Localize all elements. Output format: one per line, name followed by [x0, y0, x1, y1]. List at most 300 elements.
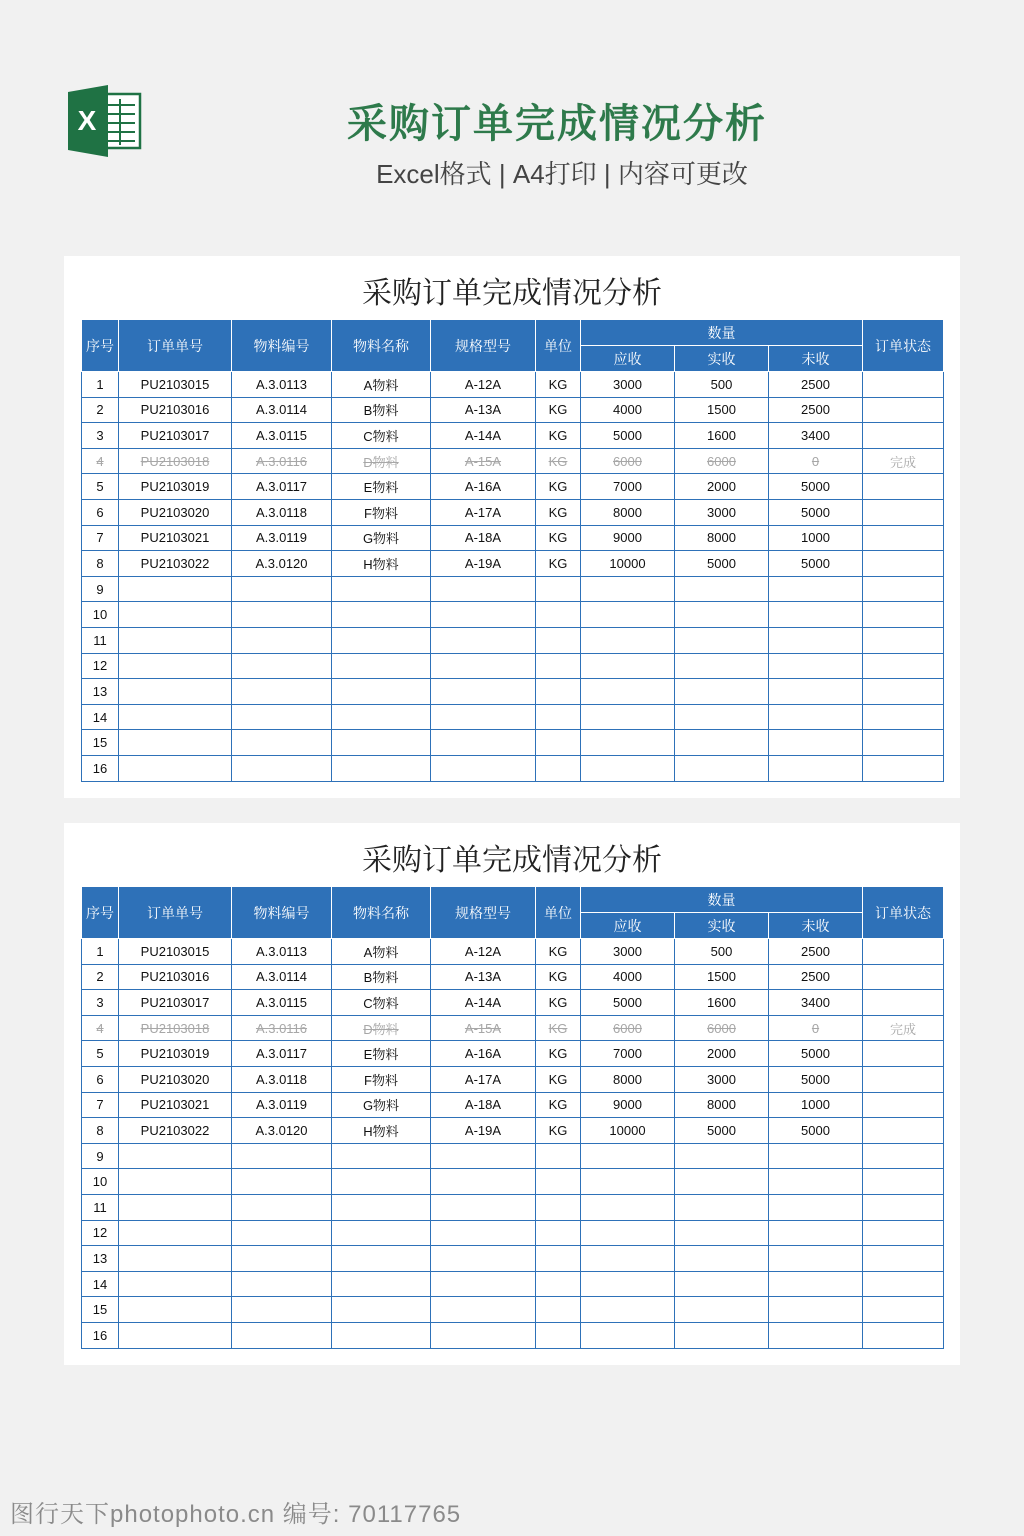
cell-due: 10000	[581, 551, 675, 577]
header-pending: 未收	[769, 913, 863, 939]
cell-unit: KG	[536, 939, 581, 965]
cell-status	[863, 1118, 944, 1144]
cell-order-no	[119, 730, 232, 756]
table-row	[82, 1220, 944, 1246]
cell-pending: 1000	[769, 1092, 863, 1118]
cell-pending	[769, 1246, 863, 1272]
cell-seq: 13	[82, 679, 119, 705]
cell-spec: A-16A	[431, 474, 536, 500]
order-table	[81, 886, 944, 1349]
cell-material-code: A.3.0116	[232, 1015, 332, 1041]
cell-material-name: H物料	[332, 1118, 431, 1144]
cell-status	[863, 653, 944, 679]
cell-pending: 5000	[769, 1041, 863, 1067]
cell-seq: 6	[82, 499, 119, 525]
cell-material-code: A.3.0114	[232, 397, 332, 423]
cell-material-code: A.3.0113	[232, 939, 332, 965]
cell-pending: 2500	[769, 397, 863, 423]
cell-received	[675, 602, 769, 628]
cell-material-code	[232, 1297, 332, 1323]
cell-received	[675, 627, 769, 653]
cell-spec	[431, 679, 536, 705]
table-row	[82, 1194, 944, 1220]
cell-spec: A-12A	[431, 372, 536, 398]
cell-unit	[536, 755, 581, 781]
cell-spec: A-17A	[431, 499, 536, 525]
cell-due	[581, 679, 675, 705]
cell-received: 8000	[675, 525, 769, 551]
cell-material-code	[232, 755, 332, 781]
cell-received	[675, 679, 769, 705]
cell-due	[581, 1169, 675, 1195]
cell-material-name	[332, 1322, 431, 1348]
cell-order-no: PU2103015	[119, 939, 232, 965]
cell-spec	[431, 576, 536, 602]
cell-spec	[431, 755, 536, 781]
header-quantity: 数量	[581, 887, 863, 913]
cell-pending: 5000	[769, 1118, 863, 1144]
cell-received	[675, 653, 769, 679]
cell-material-code	[232, 576, 332, 602]
cell-unit: KG	[536, 397, 581, 423]
cell-order-no	[119, 1194, 232, 1220]
cell-received: 6000	[675, 448, 769, 474]
table-row	[82, 576, 944, 602]
cell-material-code	[232, 1271, 332, 1297]
cell-spec: A-13A	[431, 964, 536, 990]
table-row	[82, 990, 944, 1016]
cell-seq: 8	[82, 551, 119, 577]
cell-spec	[431, 1246, 536, 1272]
cell-unit: KG	[536, 525, 581, 551]
header-spec: 规格型号	[431, 887, 536, 939]
cell-unit	[536, 1271, 581, 1297]
cell-received: 6000	[675, 1015, 769, 1041]
cell-seq: 1	[82, 939, 119, 965]
cell-material-code	[232, 1246, 332, 1272]
cell-due: 10000	[581, 1118, 675, 1144]
cell-order-no	[119, 1169, 232, 1195]
cell-due: 3000	[581, 372, 675, 398]
cell-seq: 4	[82, 448, 119, 474]
cell-seq: 5	[82, 1041, 119, 1067]
cell-material-name	[332, 1220, 431, 1246]
cell-unit	[536, 1246, 581, 1272]
table-row	[82, 1246, 944, 1272]
cell-status	[863, 1169, 944, 1195]
cell-due: 7000	[581, 474, 675, 500]
cell-spec	[431, 1220, 536, 1246]
cell-pending: 0	[769, 448, 863, 474]
cell-received	[675, 1246, 769, 1272]
cell-spec: A-17A	[431, 1066, 536, 1092]
cell-due	[581, 653, 675, 679]
cell-status	[863, 1322, 944, 1348]
cell-seq: 11	[82, 1194, 119, 1220]
cell-due: 8000	[581, 499, 675, 525]
order-table	[81, 319, 944, 782]
cell-material-name	[332, 1246, 431, 1272]
sheet-title: 采购订单完成情况分析	[362, 277, 662, 310]
cell-spec	[431, 1143, 536, 1169]
cell-seq: 2	[82, 397, 119, 423]
cell-status	[863, 1194, 944, 1220]
cell-status	[863, 423, 944, 449]
cell-spec: A-19A	[431, 1118, 536, 1144]
cell-unit	[536, 627, 581, 653]
cell-status	[863, 1066, 944, 1092]
cell-status	[863, 525, 944, 551]
header-received: 实收	[675, 346, 769, 372]
table-row	[82, 448, 944, 474]
cell-spec	[431, 730, 536, 756]
cell-due: 4000	[581, 964, 675, 990]
cell-material-name: B物料	[332, 397, 431, 423]
cell-pending	[769, 1169, 863, 1195]
cell-status	[863, 397, 944, 423]
cell-spec	[431, 704, 536, 730]
cell-material-code: A.3.0117	[232, 1041, 332, 1067]
table-row	[82, 1271, 944, 1297]
cell-status	[863, 730, 944, 756]
cell-material-name	[332, 730, 431, 756]
header-pending: 未收	[769, 346, 863, 372]
cell-material-code	[232, 704, 332, 730]
page-subtitle: Excel格式 | A4打印 | 内容可更改	[376, 159, 748, 189]
cell-material-name: C物料	[332, 990, 431, 1016]
table-row	[82, 372, 944, 398]
cell-material-code: A.3.0117	[232, 474, 332, 500]
cell-material-code	[232, 679, 332, 705]
cell-spec: A-12A	[431, 939, 536, 965]
cell-received: 3000	[675, 1066, 769, 1092]
cell-unit	[536, 602, 581, 628]
cell-material-code: A.3.0119	[232, 525, 332, 551]
cell-due	[581, 1271, 675, 1297]
cell-order-no: PU2103020	[119, 499, 232, 525]
spreadsheet-preview-2	[64, 823, 960, 1365]
cell-due	[581, 730, 675, 756]
cell-seq: 1	[82, 372, 119, 398]
header-received: 实收	[675, 913, 769, 939]
cell-unit: KG	[536, 1015, 581, 1041]
cell-due: 9000	[581, 1092, 675, 1118]
cell-seq: 12	[82, 653, 119, 679]
cell-material-name	[332, 576, 431, 602]
cell-material-name: D物料	[332, 1015, 431, 1041]
cell-spec	[431, 1169, 536, 1195]
cell-material-name: D物料	[332, 448, 431, 474]
cell-order-no	[119, 679, 232, 705]
cell-status	[863, 499, 944, 525]
cell-material-code: A.3.0113	[232, 372, 332, 398]
cell-received	[675, 576, 769, 602]
cell-pending: 3400	[769, 423, 863, 449]
cell-order-no	[119, 1143, 232, 1169]
cell-due	[581, 1297, 675, 1323]
cell-status	[863, 679, 944, 705]
cell-seq: 13	[82, 1246, 119, 1272]
cell-pending	[769, 679, 863, 705]
cell-due	[581, 704, 675, 730]
cell-received: 500	[675, 939, 769, 965]
cell-received	[675, 755, 769, 781]
table-row	[82, 602, 944, 628]
cell-material-code: A.3.0120	[232, 1118, 332, 1144]
cell-due	[581, 1194, 675, 1220]
cell-received	[675, 1297, 769, 1323]
header-due: 应收	[581, 913, 675, 939]
cell-unit: KG	[536, 1066, 581, 1092]
cell-seq: 6	[82, 1066, 119, 1092]
cell-spec	[431, 1322, 536, 1348]
cell-status	[863, 372, 944, 398]
cell-pending	[769, 627, 863, 653]
cell-status	[863, 1092, 944, 1118]
cell-material-name: B物料	[332, 964, 431, 990]
cell-due: 5000	[581, 423, 675, 449]
cell-pending	[769, 704, 863, 730]
excel-logo-letter: X	[77, 105, 97, 136]
cell-spec	[431, 1271, 536, 1297]
cell-status	[863, 964, 944, 990]
cell-unit	[536, 1143, 581, 1169]
cell-received: 5000	[675, 1118, 769, 1144]
cell-material-code: A.3.0115	[232, 423, 332, 449]
table-row	[82, 423, 944, 449]
cell-order-no: PU2103021	[119, 1092, 232, 1118]
cell-material-code: A.3.0118	[232, 1066, 332, 1092]
table-row	[82, 1118, 944, 1144]
cell-spec	[431, 1297, 536, 1323]
cell-material-name	[332, 1297, 431, 1323]
table-row	[82, 1143, 944, 1169]
watermark: 图行天下photophoto.cn 编号: 70117765	[10, 1501, 462, 1528]
cell-pending: 2500	[769, 939, 863, 965]
header-order-no: 订单单号	[119, 320, 232, 372]
cell-seq: 10	[82, 602, 119, 628]
spreadsheet-preview-1	[64, 256, 960, 798]
cell-seq: 8	[82, 1118, 119, 1144]
cell-pending: 1000	[769, 525, 863, 551]
cell-material-name: E物料	[332, 474, 431, 500]
cell-status	[863, 551, 944, 577]
table-row	[82, 679, 944, 705]
cell-seq: 14	[82, 704, 119, 730]
cell-spec: A-16A	[431, 1041, 536, 1067]
cell-received: 500	[675, 372, 769, 398]
page-title: 采购订单完成情况分析	[347, 102, 767, 146]
header-unit: 单位	[536, 887, 581, 939]
cell-material-code	[232, 627, 332, 653]
cell-material-code	[232, 653, 332, 679]
cell-material-name: F物料	[332, 499, 431, 525]
cell-unit	[536, 704, 581, 730]
cell-material-name	[332, 679, 431, 705]
cell-due: 7000	[581, 1041, 675, 1067]
cell-order-no: PU2103021	[119, 525, 232, 551]
cell-seq: 16	[82, 1322, 119, 1348]
cell-received	[675, 1143, 769, 1169]
cell-status	[863, 1297, 944, 1323]
cell-material-code: A.3.0116	[232, 448, 332, 474]
cell-material-code: A.3.0115	[232, 990, 332, 1016]
cell-pending	[769, 1271, 863, 1297]
cell-unit	[536, 653, 581, 679]
cell-pending: 3400	[769, 990, 863, 1016]
cell-status	[863, 990, 944, 1016]
cell-received: 1600	[675, 990, 769, 1016]
cell-due: 6000	[581, 448, 675, 474]
cell-spec: A-18A	[431, 1092, 536, 1118]
cell-material-name: A物料	[332, 372, 431, 398]
cell-due: 9000	[581, 525, 675, 551]
cell-status	[863, 939, 944, 965]
cell-received	[675, 730, 769, 756]
cell-status	[863, 1246, 944, 1272]
cell-due	[581, 1220, 675, 1246]
cell-unit: KG	[536, 1092, 581, 1118]
cell-unit	[536, 1169, 581, 1195]
cell-status: 完成	[863, 448, 944, 474]
table-row	[82, 704, 944, 730]
cell-order-no: PU2103017	[119, 423, 232, 449]
cell-seq: 9	[82, 576, 119, 602]
header-due: 应收	[581, 346, 675, 372]
cell-status	[863, 474, 944, 500]
header-quantity: 数量	[581, 320, 863, 346]
cell-received	[675, 1220, 769, 1246]
header-unit: 单位	[536, 320, 581, 372]
cell-due	[581, 1246, 675, 1272]
table-row	[82, 730, 944, 756]
cell-material-name	[332, 1143, 431, 1169]
cell-status	[863, 1143, 944, 1169]
cell-material-name: A物料	[332, 939, 431, 965]
cell-order-no: PU2103019	[119, 1041, 232, 1067]
cell-order-no	[119, 1271, 232, 1297]
cell-unit: KG	[536, 499, 581, 525]
cell-unit: KG	[536, 1118, 581, 1144]
cell-unit: KG	[536, 448, 581, 474]
table-row	[82, 1015, 944, 1041]
cell-status	[863, 704, 944, 730]
cell-received: 5000	[675, 551, 769, 577]
cell-received	[675, 1322, 769, 1348]
cell-order-no	[119, 755, 232, 781]
cell-material-name	[332, 627, 431, 653]
cell-seq: 15	[82, 1297, 119, 1323]
header-material-code: 物料编号	[232, 320, 332, 372]
cell-due	[581, 1143, 675, 1169]
cell-order-no	[119, 627, 232, 653]
cell-unit: KG	[536, 964, 581, 990]
cell-due	[581, 755, 675, 781]
cell-unit: KG	[536, 372, 581, 398]
header-spec: 规格型号	[431, 320, 536, 372]
cell-received: 1500	[675, 964, 769, 990]
header-material-name: 物料名称	[332, 320, 431, 372]
cell-received: 2000	[675, 474, 769, 500]
cell-unit: KG	[536, 474, 581, 500]
cell-order-no	[119, 602, 232, 628]
cell-spec: A-18A	[431, 525, 536, 551]
cell-material-code	[232, 730, 332, 756]
cell-seq: 16	[82, 755, 119, 781]
cell-pending: 5000	[769, 499, 863, 525]
cell-spec	[431, 653, 536, 679]
cell-material-code: A.3.0118	[232, 499, 332, 525]
cell-material-name: E物料	[332, 1041, 431, 1067]
cell-order-no	[119, 653, 232, 679]
cell-unit: KG	[536, 423, 581, 449]
cell-status	[863, 627, 944, 653]
cell-material-name: F物料	[332, 1066, 431, 1092]
cell-pending	[769, 1322, 863, 1348]
cell-order-no	[119, 704, 232, 730]
cell-unit	[536, 576, 581, 602]
cell-order-no	[119, 1220, 232, 1246]
cell-pending: 5000	[769, 551, 863, 577]
cell-seq: 4	[82, 1015, 119, 1041]
cell-status	[863, 1041, 944, 1067]
cell-pending	[769, 1143, 863, 1169]
cell-spec: A-14A	[431, 423, 536, 449]
cell-due	[581, 1322, 675, 1348]
cell-material-name	[332, 653, 431, 679]
cell-unit: KG	[536, 1041, 581, 1067]
cell-pending: 0	[769, 1015, 863, 1041]
cell-unit	[536, 730, 581, 756]
sheet-title: 采购订单完成情况分析	[362, 844, 662, 877]
cell-received: 1600	[675, 423, 769, 449]
cell-material-name: C物料	[332, 423, 431, 449]
cell-pending: 2500	[769, 964, 863, 990]
cell-material-name	[332, 755, 431, 781]
cell-status	[863, 1220, 944, 1246]
cell-order-no: PU2103018	[119, 448, 232, 474]
cell-spec: A-14A	[431, 990, 536, 1016]
cell-pending: 5000	[769, 1066, 863, 1092]
cell-unit: KG	[536, 551, 581, 577]
cell-due: 8000	[581, 1066, 675, 1092]
cell-order-no	[119, 1297, 232, 1323]
cell-seq: 2	[82, 964, 119, 990]
cell-order-no: PU2103020	[119, 1066, 232, 1092]
table-row	[82, 1297, 944, 1323]
cell-pending: 5000	[769, 474, 863, 500]
table-row	[82, 474, 944, 500]
cell-seq: 7	[82, 1092, 119, 1118]
cell-status: 完成	[863, 1015, 944, 1041]
cell-order-no	[119, 1246, 232, 1272]
table-row	[82, 964, 944, 990]
cell-order-no: PU2103017	[119, 990, 232, 1016]
cell-order-no: PU2103016	[119, 397, 232, 423]
cell-unit	[536, 1194, 581, 1220]
cell-spec: A-15A	[431, 448, 536, 474]
cell-material-name	[332, 1271, 431, 1297]
cell-received: 3000	[675, 499, 769, 525]
table-row	[82, 397, 944, 423]
cell-unit	[536, 679, 581, 705]
cell-due: 5000	[581, 990, 675, 1016]
table-row	[82, 1066, 944, 1092]
cell-material-code	[232, 1143, 332, 1169]
table-row	[82, 1092, 944, 1118]
cell-due: 6000	[581, 1015, 675, 1041]
cell-status	[863, 602, 944, 628]
